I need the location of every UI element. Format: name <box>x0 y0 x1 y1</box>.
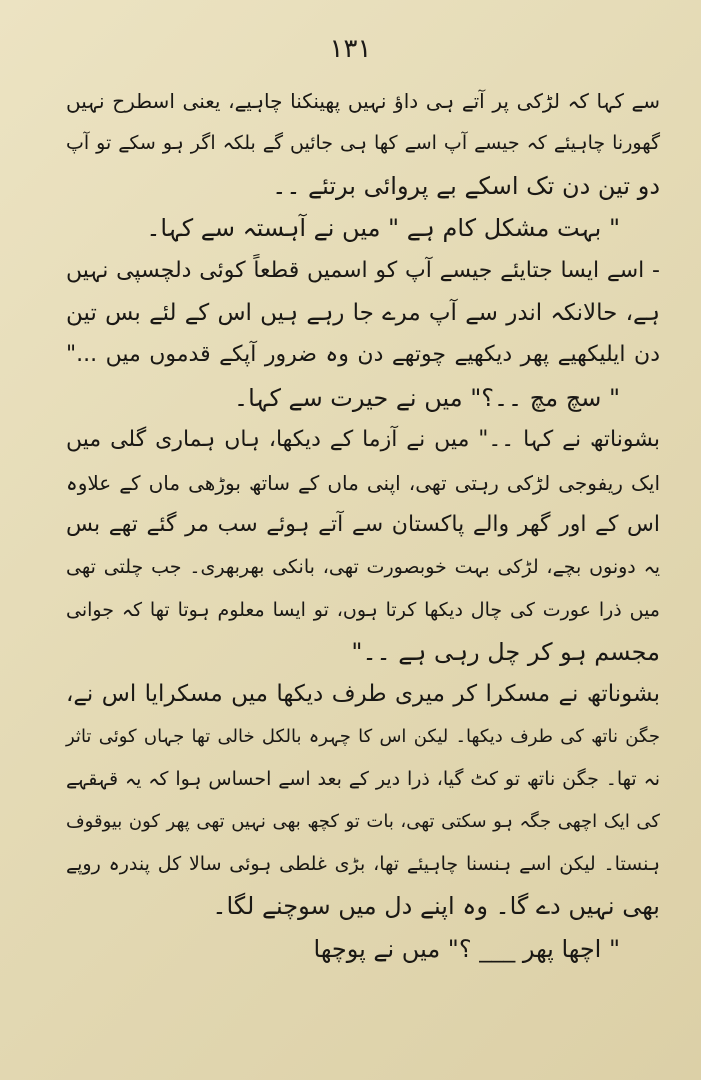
text-line-1: سے کہا کہ لڑکی پر آتے ہی داؤ نہیں پھینکنا چاہیے، یعنی اسطرح نہیں <box>66 89 660 113</box>
text-line-19: ہنستا۔ لیکن اسے ہنسنا چاہیئے تھا، بڑی غلطی ہوئی سالا کل پندرہ روپے <box>66 853 660 876</box>
text-line-14: مجسم ہو کر چل رہی ہے ۔۔" <box>351 638 660 667</box>
page-number: ۱۳۱ <box>329 34 372 64</box>
text-line-5: - اسے ایسا جتایئے جیسے آپ کو اسمیں قطعاً کوئی دلچسپی نہیں <box>66 257 660 283</box>
text-line-7: دن ایلیکھیے پھر دیکھیے چوتھے دن وہ ضرور آپکے قدموں میں ..." <box>66 342 660 368</box>
text-line-10: ایک ریفوجی لڑکی رہتی تھی، اپنی ماں کے ساتھ بوڑھی ماں کے علاوہ <box>66 470 660 495</box>
text-line-9: بشوناتھ نے کہا ۔۔" میں نے آزما کے دیکھا، ہاں ہماری گلی میں <box>66 427 660 453</box>
text-line-13: میں ذرا عورت کی چال دیکھا کرتا ہوں، تو ایسا معلوم ہوتا تھا کہ جوانی <box>66 598 660 621</box>
text-line-16: جگن ناتھ کی طرف دیکھا۔ لیکن اس کا چہرہ بالکل خالی تھا جہاں کوئی تاثر <box>66 725 660 747</box>
text-line-4: " بہت مشکل کام ہے " میں نے آہستہ سے کہا۔ <box>146 214 620 243</box>
page-body-text <box>66 80 660 970</box>
text-line-6: ہے، حالانکہ اندر سے آپ مرے جا رہے ہیں اس کے لئے بس تین <box>66 299 660 326</box>
text-line-17: نہ تھا۔ جگن ناتھ تو کٹ گیا، ذرا دیر کے بعد اسے احساس ہوا کہ یہ قہقہے <box>66 768 660 791</box>
text-line-3: دو تین دن تک اسکے بے پروائی برتئے ۔۔ <box>272 171 660 200</box>
text-line-8: " سچ مچ ۔۔؟" میں نے حیرت سے کہا۔ <box>234 383 620 412</box>
text-line-2: گھورنا چاہیئے کہ جیسے آپ اسے کھا ہی جائیں گے بلکہ اگر ہو سکے تو آپ <box>66 132 660 155</box>
text-line-21: " اچھا پھر ___ ؟" میں نے پوچھا <box>313 934 620 963</box>
text-line-18: کی ایک اچھی جگہ ہو سکتی تھی، بات تو کچھ بھی نہیں تھی پھر کون بیوقوف <box>66 810 660 832</box>
text-line-12: یہ دونوں بچے، لڑکی بہت خوبصورت تھی، بانکی بھربھری۔ جب چلتی تھی <box>66 556 660 579</box>
text-line-20: بھی نہیں دے گا۔ وہ اپنے دل میں سوچنے لگا۔ <box>212 892 660 921</box>
text-line-11: اس کے اور گھر والے پاکستان سے آتے ہوئے سب مر گئے تھے بس <box>66 511 660 537</box>
text-line-15: بشوناتھ نے مسکرا کر میری طرف دیکھا میں مسکرایا اس نے، <box>66 681 660 708</box>
